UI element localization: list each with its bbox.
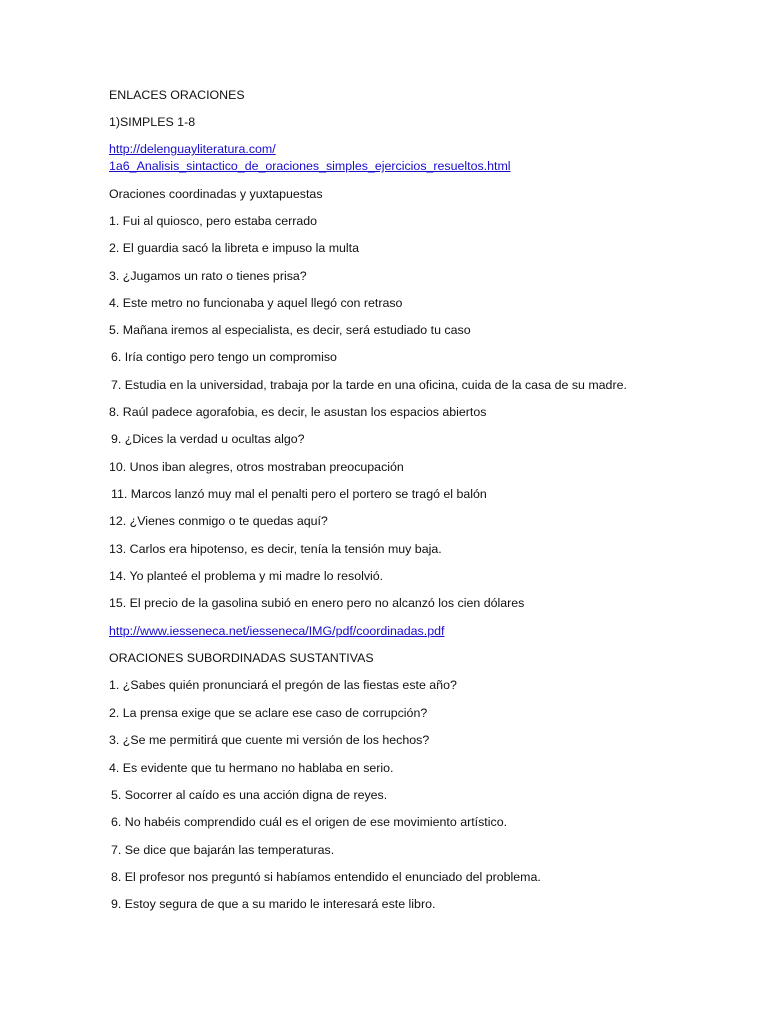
subordinada-item: 1. ¿Sabes quién pronunciará el pregón de las fiestas este año? bbox=[109, 678, 457, 692]
coordinada-item: 6. Iría contigo pero tengo un compromiso bbox=[111, 350, 337, 364]
subordinada-item: 2. La prensa exige que se aclare ese caso de corrupción? bbox=[109, 706, 428, 720]
coordinada-item: 10. Unos iban alegres, otros mostraban preocupación bbox=[109, 460, 404, 474]
subordinada-item: 7. Se dice que bajarán las temperaturas. bbox=[111, 843, 335, 857]
coordinada-item: 2. El guardia sacó la libreta e impuso la multa bbox=[109, 241, 360, 255]
link-iesseneca-coordinadas[interactable]: http://www.iesseneca.net/iesseneca/IMG/pdf/coordinadas.pdf bbox=[109, 624, 445, 638]
subordinada-item: 3. ¿Se me permitirá que cuente mi versión de los hechos? bbox=[109, 733, 430, 747]
coordinada-item: 8. Raúl padece agorafobia, es decir, le asustan los espacios abiertos bbox=[109, 405, 487, 419]
coordinada-item: 9. ¿Dices la verdad u ocultas algo? bbox=[111, 432, 305, 446]
document-title: ENLACES ORACIONES bbox=[109, 88, 245, 102]
heading-subordinadas: ORACIONES SUBORDINADAS SUSTANTIVAS bbox=[109, 651, 374, 665]
coordinada-item: 12. ¿Vienes conmigo o te quedas aquí? bbox=[109, 514, 328, 528]
coordinada-item: 14. Yo planteé el problema y mi madre lo resolvió. bbox=[109, 569, 384, 583]
coordinada-item: 3. ¿Jugamos un rato o tienes prisa? bbox=[109, 269, 307, 283]
coordinada-item: 7. Estudia en la universidad, trabaja por la tarde en una oficina, cuida de la casa de su madre. bbox=[111, 378, 627, 392]
link-delenguayliteratura[interactable]: http://delenguayliteratura.com/ bbox=[109, 142, 276, 156]
coordinada-item: 4. Este metro no funcionaba y aquel llegó con retraso bbox=[109, 296, 403, 310]
coordinada-item: 15. El precio de la gasolina subió en enero pero no alcanzó los cien dólares bbox=[109, 596, 525, 610]
heading-coordinadas: Oraciones coordinadas y yuxtapuestas bbox=[109, 187, 323, 201]
coordinada-item: 11. Marcos lanzó muy mal el penalti pero el portero se tragó el balón bbox=[111, 487, 487, 501]
subordinada-item: 8. El profesor nos preguntó si habíamos entendido el enunciado del problema. bbox=[111, 870, 541, 884]
subordinada-item: 6. No habéis comprendido cuál es el origen de ese movimiento artístico. bbox=[111, 815, 508, 829]
section-simples: 1)SIMPLES 1-8 bbox=[109, 115, 196, 129]
subordinada-item: 5. Socorrer al caído es una acción digna de reyes. bbox=[111, 788, 388, 802]
coordinada-item: 13. Carlos era hipotenso, es decir, tenía la tensión muy baja. bbox=[109, 542, 442, 556]
coordinada-item: 1. Fui al quiosco, pero estaba cerrado bbox=[109, 214, 318, 228]
subordinada-item: 9. Estoy segura de que a su marido le interesará este libro. bbox=[111, 897, 436, 911]
link-delenguayliteratura-path[interactable]: 1a6_Analisis_sintactico_de_oraciones_simples_ejercicios_resueltos.html bbox=[109, 159, 511, 173]
subordinada-item: 4. Es evidente que tu hermano no hablaba en serio. bbox=[109, 761, 394, 775]
coordinada-item: 5. Mañana iremos al especialista, es decir, será estudiado tu caso bbox=[109, 323, 471, 337]
